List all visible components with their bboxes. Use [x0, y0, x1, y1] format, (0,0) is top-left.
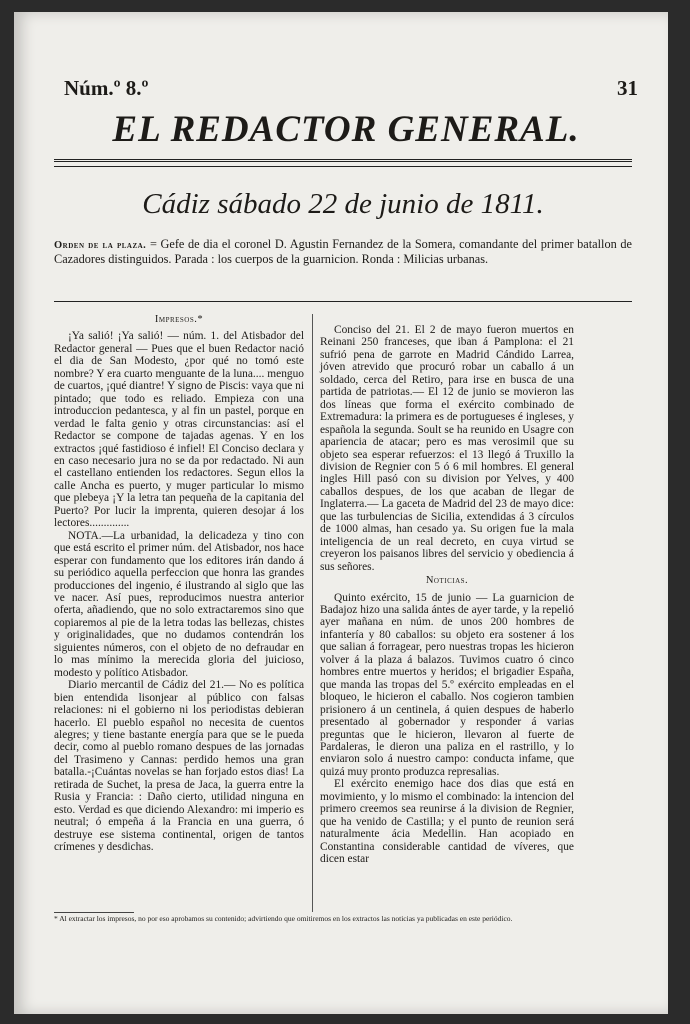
section-rule — [54, 301, 632, 302]
title-rule — [54, 159, 632, 167]
newspaper-page — [14, 12, 668, 1014]
footnote-rule — [54, 912, 134, 913]
paragraph: Conciso del 21. El 2 de mayo fueron muertos en Reinani 250 franceses, que iban á Pamplona: el 21 sufrió pena de garrote en Madrid Cándido Larrea, jóven atrevido que procuró robar un caballo á un soldado, cerca del Retiro, para irse en busca de una partida de patriotas.— El 12 de junio se movieron las dos líneas que forma el exército combinado de Extremadura: la primera es de portugueses é ingleses, y española la segunda. Soult se ha reunido en Usagre con apariencia de atacar; pero es mas verosimil que su objeto sea esperar refuerzos: el 13 llegó á Truxillo la division de Regnier con 5 ó 6 mil hombres. El general ingles Hill pasó con su division por Yelves, y 400 caballos despues, de los que acaban de llegar de Inglaterra.— La gaceta de Madrid del 23 de mayo dice: que las turbulencias de Sicilia, extendidas á 3 círculos de 1000 almas, han cesado ya. Su origen fue la mala inteligencia de un real decreto, en cuya virtud se creyeron los paisanos libres del servicio y obediencia á sus señores. — [320, 324, 574, 573]
paragraph: Diario mercantil de Cádiz del 21.— No es política bien entendida lisonjear al público con falsas relaciones: ni el gobierno ni los periodistas debieran hacerlo. El pueblo español no necesita de cuentos alegres; y tiene bastante energía para que se le pueda decir, como al pueblo romano despues de las jornadas del Trasimeno y Cannas: perdido hemos una gran batalla.-¡Cuántas novelas se han forjado estos dias! La retirada de Suchet, la presa de Jaca, la guerra entre la Rusia y Francia: : Daño cierto, utilidad ninguna en esto. Verdad es que diciendo Alexandro: mi imperio es neutral; ó empeña á la Francia en una guerra, ó destruye ese sistema continental, origen de tantos crímenes y desdichas. — [54, 679, 304, 854]
paragraph: NOTA.—La urbanidad, la delicadeza y tino con que está escrito el primer núm. del Atisbador, nos hace esperar con fundamento que los editores irán dando á su periódico aquella perfeccion que honra las grandes producciones del ingenio, é ilustrando al siglo que las ve nacer. Así pues, reproducimos nuestra anterior oferta, añadiendo, que no solo extractaremos sino que copiaremos al pie de la letra todas las bellezas, chistes y originalidades, que no dudamos contendrán los siguientes números, con el objeto de no defraudar en lo mas mínimo la merecida gloria del juicioso, modesto y político Atisbador. — [54, 529, 304, 679]
orden-de-la-plaza — [54, 238, 632, 266]
noticias-heading: Noticias. — [425, 575, 469, 587]
paragraph: El exército enemigo hace dos dias que está en movimiento, y lo mismo el combinado: la intencion del primero creemos sea reunirse á la division de Regnier, que ha venido de Castilla; y el punto de reunion será naturalmente ácia Medellin. Han acopiado en Constantina considerable cantidad de víveres, que dicen estar — [320, 778, 574, 866]
newspaper-title: EL REDACTOR GENERAL. — [112, 109, 580, 150]
orden-text: = Gefe de dia el coronel D. Agustin Fernandez de la Somera, comandante del primer batallon de Cazadores distinguidos. Parada : los cuerpos de la guarnicion. Ronda : Milicias urbanas. — [54, 237, 632, 266]
paragraph: Quinto exército, 15 de junio — La guarnicion de Badajoz hizo una salida ántes de ayer tarde, y la repelió ayer mañana en núm. de unos 200 hombres de infantería y 80 caballos: su objeto era sostener á los que salian á forragear, pero nuestras tropas les hicieron volver á la plaza á balazos. Tuvimos cuatro ó cinco hombres entre muertos y heridos; el brigadier España, que manda las tropas del 5.º exército empleadas en el bloqueo, le hicieron el caballo. Nos cogieron tambien prisionero á un centinela, á quien despues de haberlo presentado al gobernador y responder á varias preguntas que le hicieron, llevaron al fuerte de Pardaleras, le dieron una paliza en el rastrillo, y lo enviaron solo á nuestro campo: conducta infame, que quizá muy pronto produzca represalias. — [320, 591, 574, 778]
right-column — [320, 324, 574, 865]
issue-number: Núm.º 8.º — [64, 76, 149, 100]
orden-label: Orden de la plaza. — [54, 240, 147, 251]
column-divider — [312, 314, 313, 912]
footnote: * Al extractar los impresos, no por eso aprobamos su contenido; advirtiendo que omitiremos en los extractos las noticias ya publicadas en este periódico. — [54, 914, 513, 923]
left-column — [54, 312, 304, 853]
impresos-heading: Impresos.* — [154, 314, 204, 325]
page-number: 31 — [617, 76, 638, 100]
date-line: Cádiz sábado 22 de junio de 1811. — [142, 188, 544, 220]
paragraph: ¡Ya salió! ¡Ya salió! — núm. 1. del Atisbador del Redactor general — Pues que el buen Redactor nació el dia de San Modesto, ¿por qué no tomó este nombre? Y era cuarto menguante de la luna.... menguo de cuartos, ¡qué diantre! Y signo de Piscis: vaya que ni pintado; que todo es reliado. Empieza con una introduccion pedantesca, y al fin un pastel, porque en verdad le falta genio y otras circunstancias: así el Redactor se compone de tajadas agenas. Y en los extractos ¡qué fastidioso é infiel! El Conciso declara y en caso necesario jura no se da por redactado. Ni aun el castellano entienden los redactores. Segun ellos la calle Ancha es puerto, y muger particular lo mismo que plebeya ¡Y la letra tan pequeña de la capitania del Puerto? Por lucir la imprenta, quieren desojar á los lectores.............. — [54, 330, 304, 530]
masthead-row — [64, 76, 638, 102]
